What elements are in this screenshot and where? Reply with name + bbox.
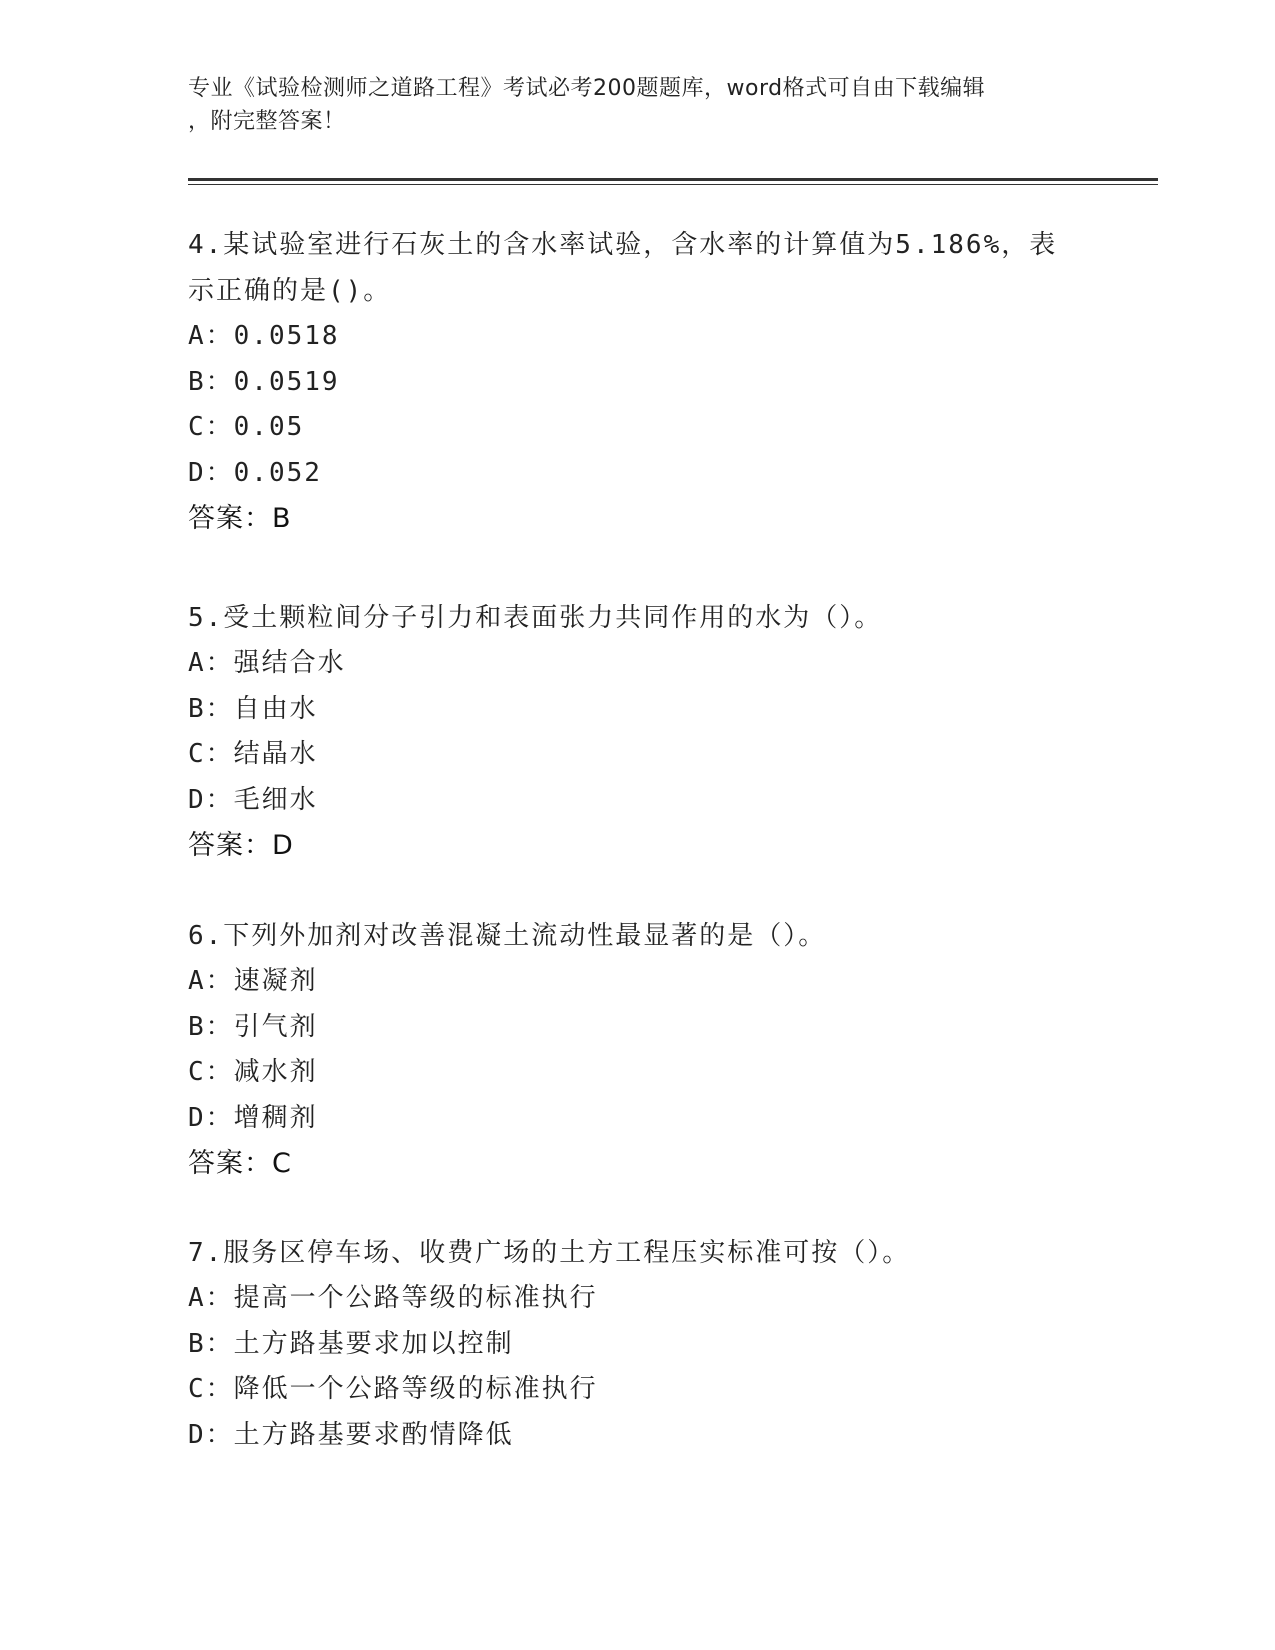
header-divider-thin [188, 184, 1158, 185]
option-c: C：降低一个公路等级的标准执行 [188, 1374, 598, 1404]
question-stem-line-1: 5.受土颗粒间分子引力和表面张力共同作用的水为（）。 [188, 603, 883, 633]
question-stem-line-1: 4.某试验室进行石灰土的含水率试验，含水率的计算值为5.186%，表 [188, 230, 1058, 260]
option-d: D：0.052 [188, 457, 322, 488]
option-b: B：引气剂 [188, 1011, 318, 1042]
option-a: A：0.0518 [188, 321, 340, 351]
option-c: C：0.05 [188, 412, 305, 442]
option-b: B：0.0519 [188, 366, 340, 397]
question-5 [188, 595, 1088, 869]
option-d: D：土方路基要求酌情降低 [188, 1419, 514, 1450]
option-c: C：结晶水 [188, 739, 318, 769]
option-d: D：毛细水 [188, 784, 318, 815]
answer-label: 答案：B [188, 503, 292, 534]
question-stem-line-2: 示正确的是()。 [188, 276, 392, 306]
question-4 [188, 222, 1088, 542]
header-divider-thick [188, 178, 1158, 181]
option-a: A：提高一个公路等级的标准执行 [188, 1283, 598, 1313]
option-d: D：增稠剂 [188, 1102, 318, 1133]
option-b: B：自由水 [188, 693, 318, 724]
answer-label: 答案：C [188, 1148, 292, 1179]
answer-label: 答案：D [188, 830, 294, 861]
header-line-2: ，附完整答案！ [188, 109, 346, 134]
option-a: A：速凝剂 [188, 966, 318, 996]
option-a: A：强结合水 [188, 648, 346, 678]
question-6 [188, 913, 1088, 1187]
option-c: C：减水剂 [188, 1057, 318, 1087]
header-line-1: 专业《试验检测师之道路工程》考试必考200题题库，word格式可自由下载编辑 [188, 76, 986, 101]
question-stem-line-1: 7.服务区停车场、收费广场的土方工程压实标准可按（）。 [188, 1238, 911, 1268]
document-header [188, 72, 1088, 138]
question-7 [188, 1230, 1088, 1458]
option-b: B：土方路基要求加以控制 [188, 1328, 514, 1359]
question-stem-line-1: 6.下列外加剂对改善混凝土流动性最显著的是（）。 [188, 921, 827, 951]
